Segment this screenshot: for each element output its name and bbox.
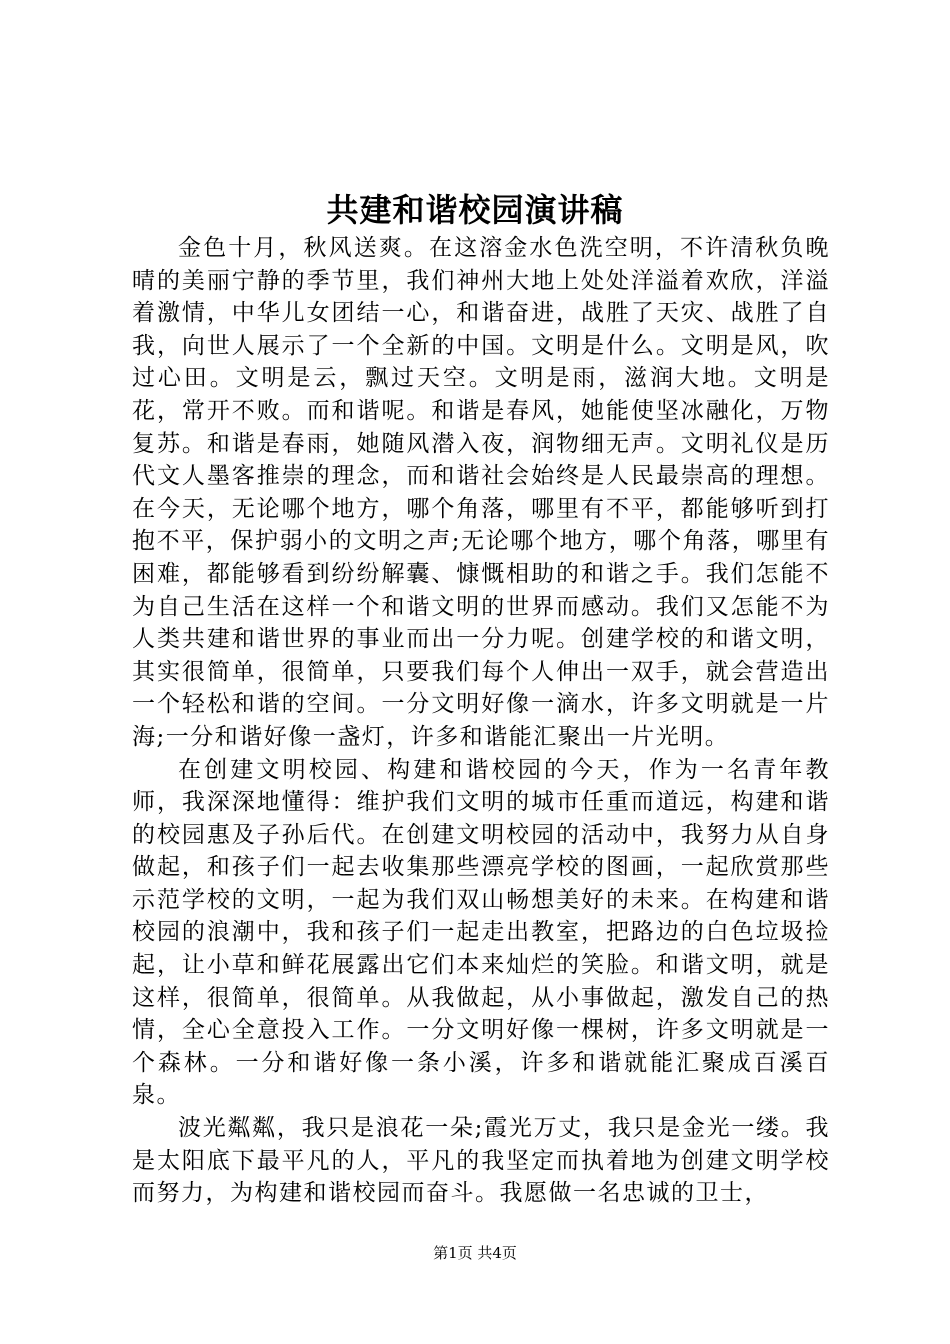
document-title: 共建和谐校园演讲稿	[326, 191, 624, 229]
page-number-footer: 第1页 共4页	[433, 1244, 517, 1262]
paragraph-2: 在创建文明校园、构建和谐校园的今天，作为一名青年教师，我深深地懂得：维护我们文明的城市任重而道远，构建和谐的校园惠及子孙后代。在创建文明校园的活动中，我努力从自身做起，和孩子们一起去收集那些漂亮学校的图画，一起欣赏那些示范学校的文明，一起为我们双山畅想美好的未来。在构建和谐校园的浪潮中，我和孩子们一起走出教室，把路边的白色垃圾捡起，让小草和鲜花展露出它们本来灿烂的笑脸。和谐文明，就是这样，很简单，很简单。从我做起，从小事做起，激发自己的热情，全心全意投入工作。一分文明好像一棵树，许多文明就是一个森林。一分和谐好像一条小溪，许多和谐就能汇聚成百溪百泉。	[132, 756, 830, 1109]
paragraph-1: 金色十月，秋风送爽。在这溶金水色洗空明，不许清秋负晚晴的美丽宁静的季节里，我们神州大地上处处洋溢着欢欣，洋溢着激情，中华儿女团结一心，和谐奋进，战胜了天灾、战胜了自我，向世人展示了一个全新的中国。文明是什么。文明是风，吹过心田。文明是云，飘过天空。文明是雨，滋润大地。文明是花，常开不败。而和谐呢。和谐是春风，她能使坚冰融化，万物复苏。和谐是春雨，她随风潜入夜，润物细无声。文明礼仪是历代文人墨客推崇的理念，而和谐社会始终是人民最崇高的理想。在今天，无论哪个地方，哪个角落，哪里有不平，都能够听到打抱不平，保护弱小的文明之声;无论哪个地方，哪个角落，哪里有困难，都能够看到纷纷解囊、慷慨相助的和谐之手。我们怎能不为自己生活在这样一个和谐文明的世界而感动。我们又怎能不为人类共建和谐世界的事业而出一分力呢。创建学校的和谐文明，其实很简单，很简单，只要我们每个人伸出一双手，就会营造出一个轻松和谐的空间。一分文明好像一滴水，许多文明就是一片海;一分和谐好像一盏灯，许多和谐能汇聚出一片光明。	[132, 235, 830, 750]
document-body	[132, 232, 830, 1210]
paragraph-3: 波光粼粼，我只是浪花一朵;霞光万丈，我只是金光一缕。我是太阳底下最平凡的人，平凡的我坚定而执着地为创建文明学校而努力，为构建和谐校园而奋斗。我愿做一名忠诚的卫士，	[132, 1115, 830, 1207]
